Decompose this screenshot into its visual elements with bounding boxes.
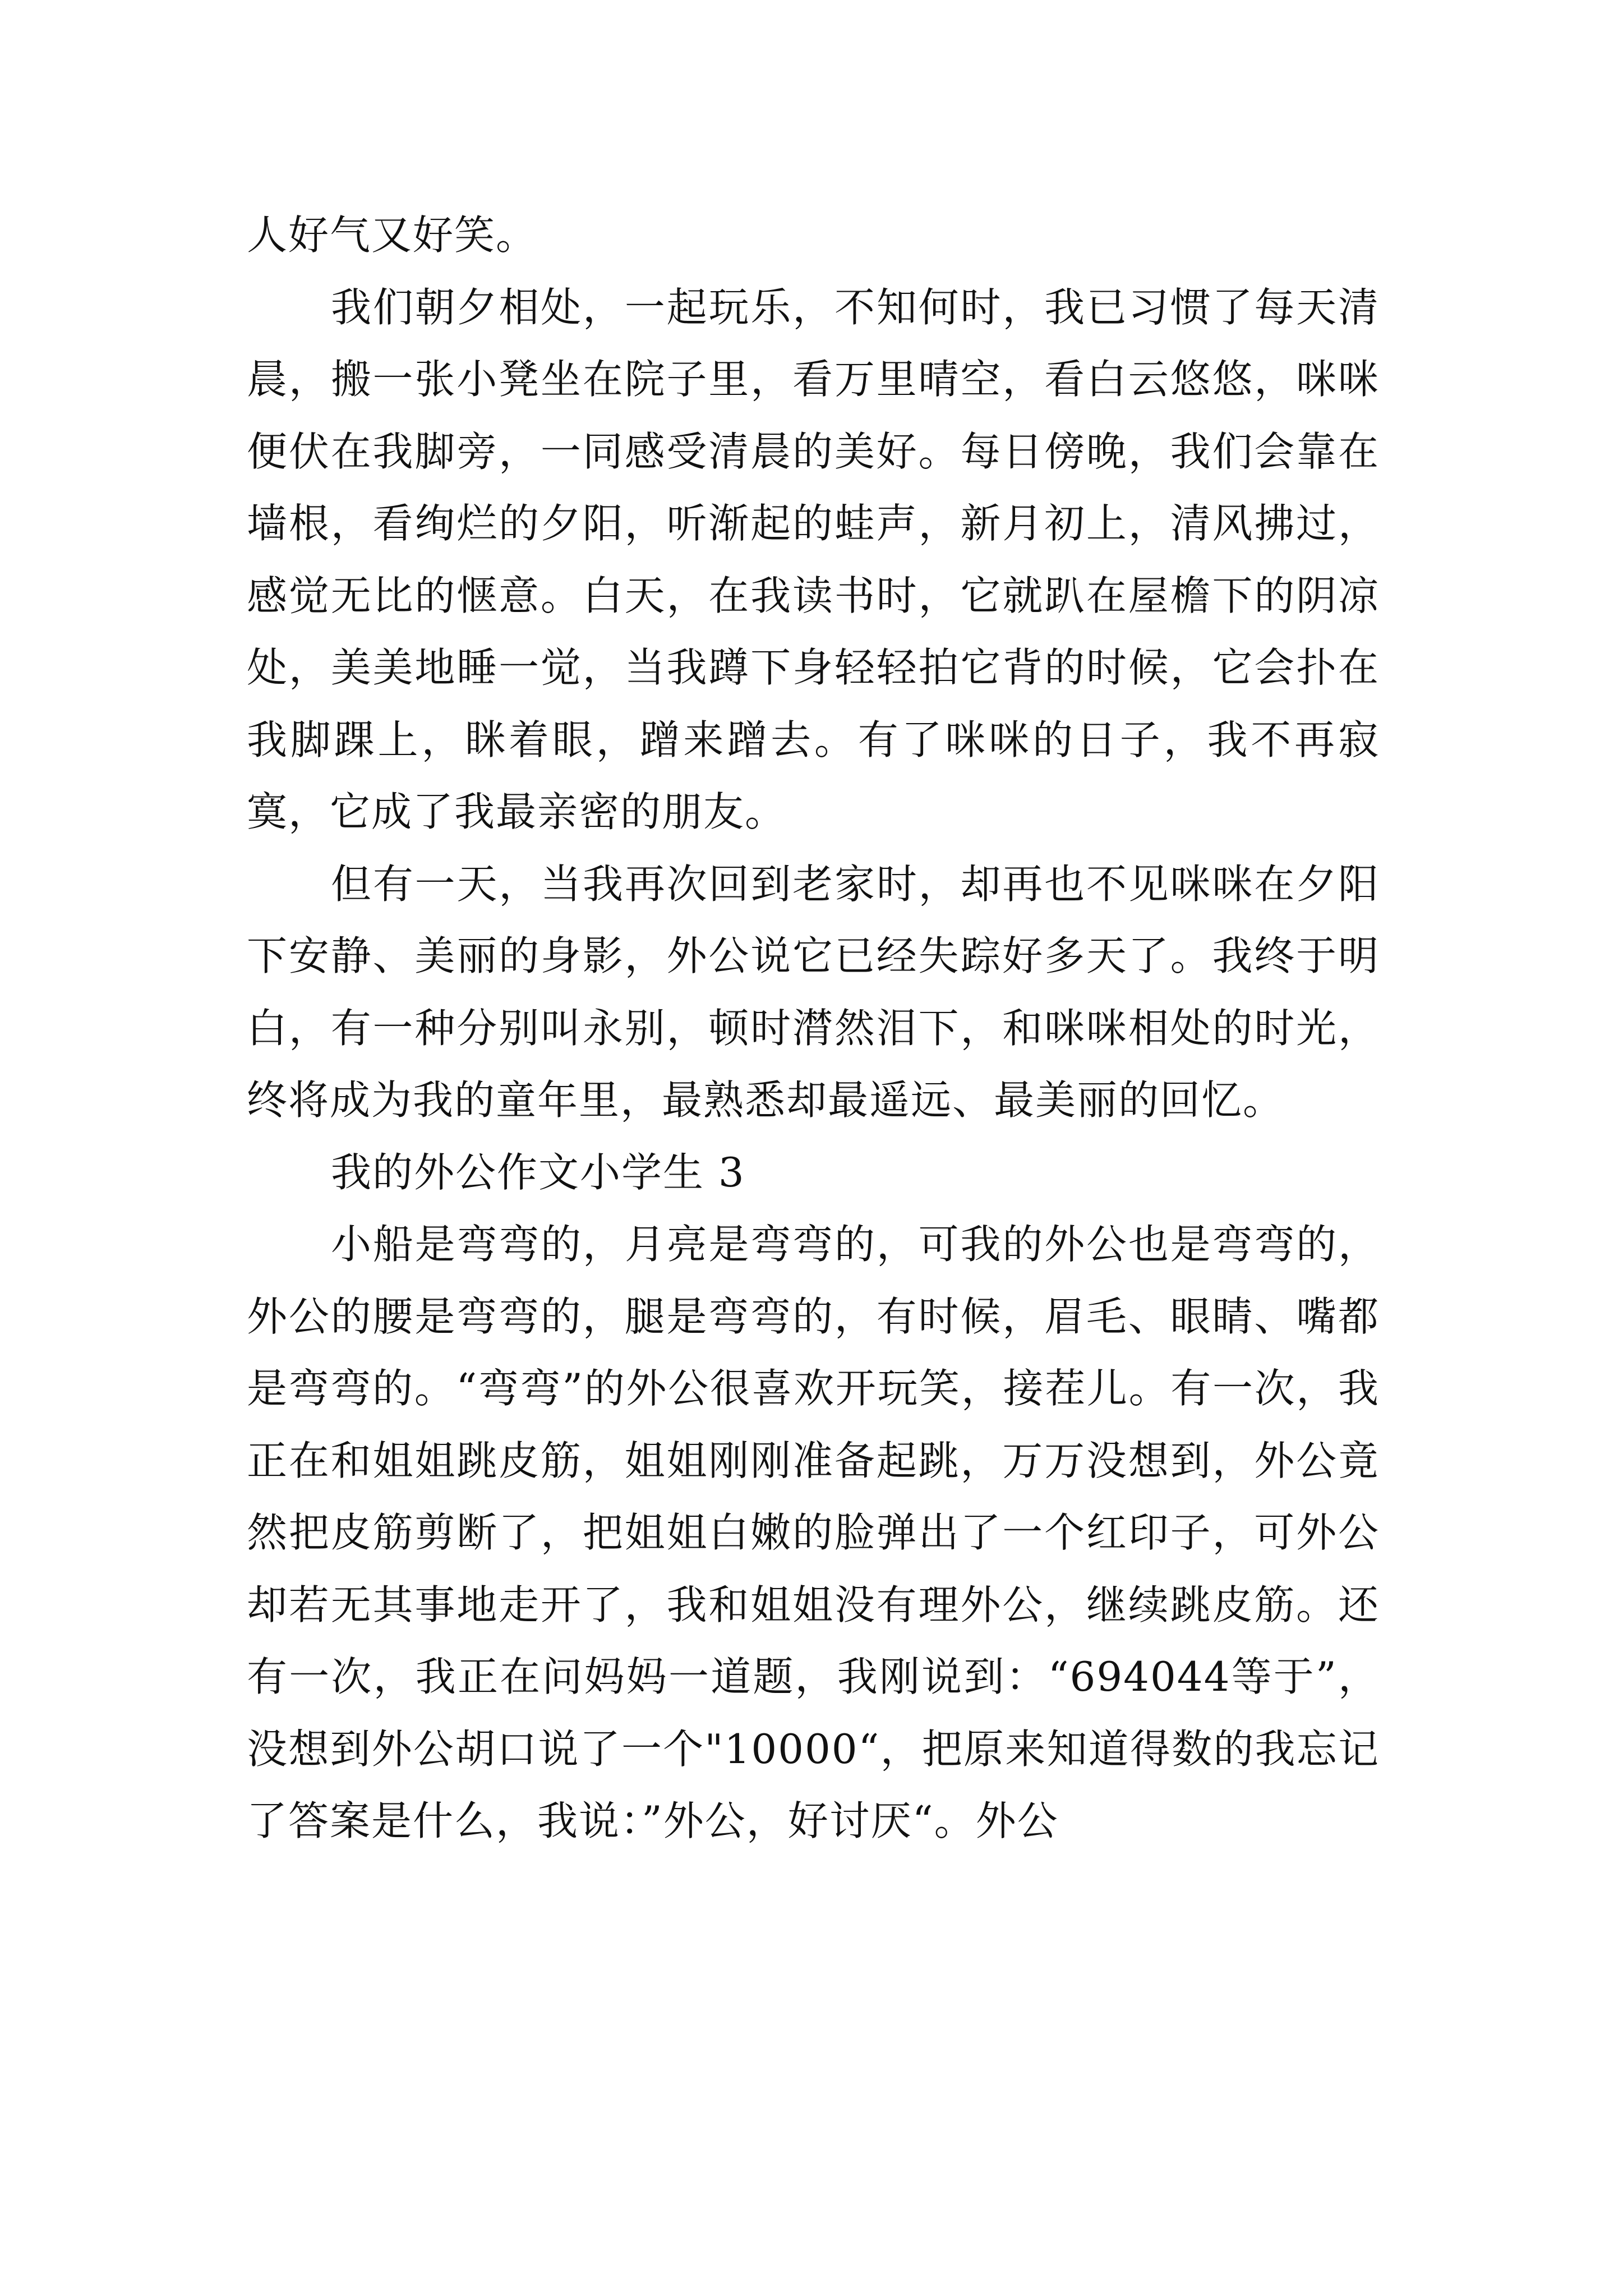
paragraph-continuation: 人好气又好笑。	[247, 211, 538, 259]
paragraph-farewell: 但有一天，当我再次回到老家时，却再也不见咪咪在夕阳下安静、美丽的身影，外公说它已经失踪好多天了。我终于明白，有一种分别叫永别，顿时潸然泪下，和咪咪相处的时光，终将成为我的童年里，最熟悉却最遥远、最美丽的回忆。	[247, 860, 1380, 1124]
document-body	[247, 199, 1380, 1857]
section-heading: 我的外公作文小学生 3	[331, 1148, 745, 1196]
paragraph-daily-life: 我们朝夕相处，一起玩乐，不知何时，我已习惯了每天清晨，搬一张小凳坐在院子里，看万里晴空，看白云悠悠，咪咪便伏在我脚旁，一同感受清晨的美好。每日傍晚，我们会靠在墙根，看绚烂的夕阳，听渐起的蛙声，新月初上，清风拂过，感觉无比的惬意。白天，在我读书时，它就趴在屋檐下的阴凉处，美美地睡一觉，当我蹲下身轻轻拍它背的时候，它会扑在我脚踝上，眯着眼，蹭来蹭去。有了咪咪的日子，我不再寂寞，它成了我最亲密的朋友。	[247, 283, 1380, 835]
paragraph-grandpa: 小船是弯弯的，月亮是弯弯的，可我的外公也是弯弯的，外公的腰是弯弯的，腿是弯弯的，有时候，眉毛、眼睛、嘴都是弯弯的。“弯弯”的外公很喜欢开玩笑，接茬儿。有一次，我正在和姐姐跳皮筋，姐姐刚刚准备起跳，万万没想到，外公竟然把皮筋剪断了，把姐姐白嫩的脸弹出了一个红印子，可外公却若无其事地走开了，我和姐姐没有理外公，继续跳皮筋。还有一次，我正在问妈妈一道题，我刚说到：“694044等于”，没想到外公胡口说了一个"10000“，把原来知道得数的我忘记了答案是什么，我说：”外公，好讨厌“。外公	[247, 1221, 1380, 1844]
